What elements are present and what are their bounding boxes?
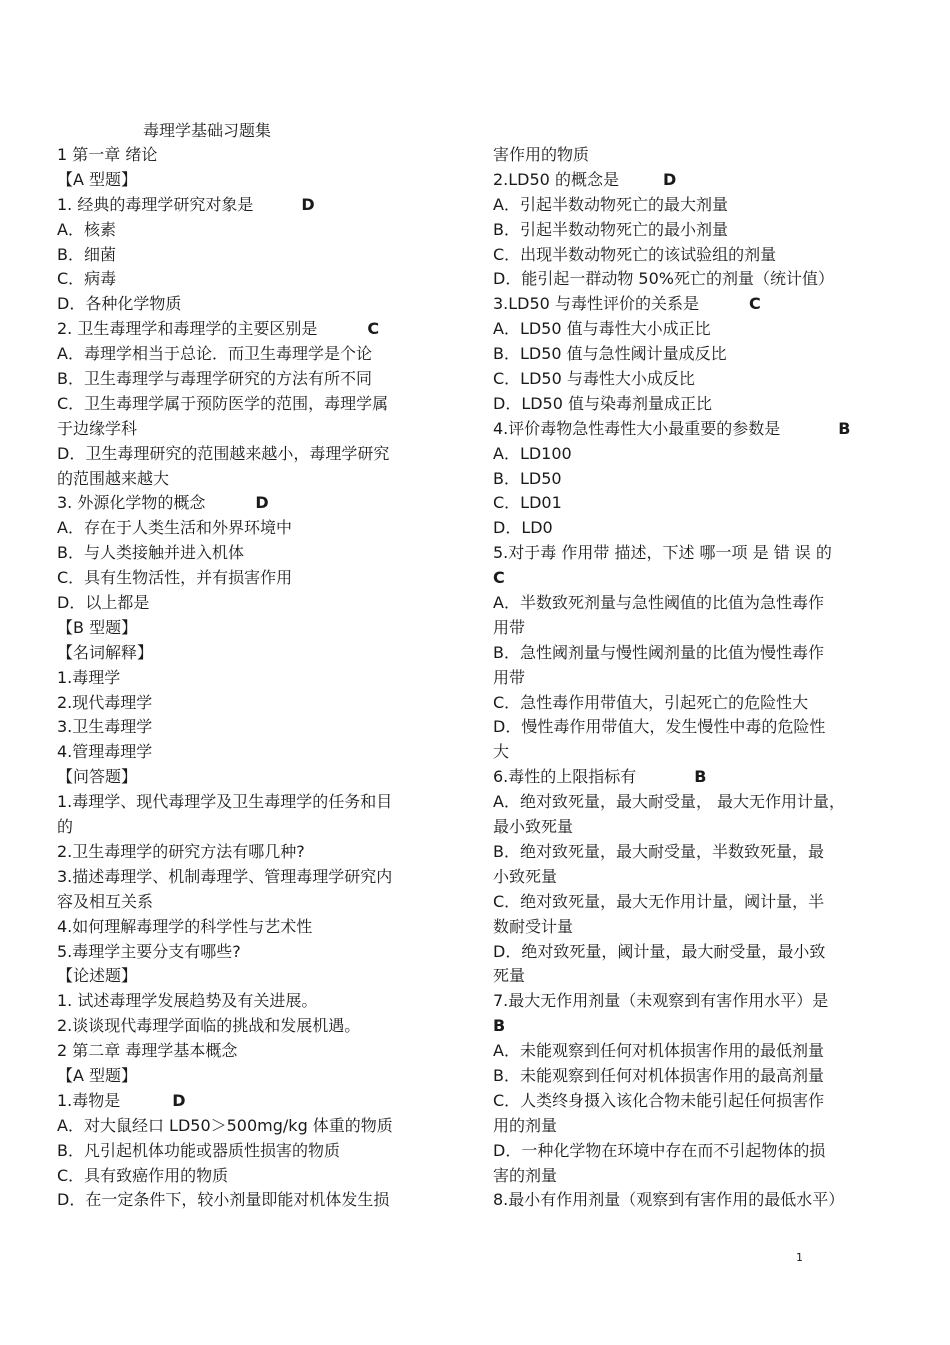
answer-key: C <box>367 319 380 339</box>
line-text: C．LD01 <box>493 493 562 513</box>
answer-key: D <box>301 194 315 214</box>
line-text: B．LD50 值与急性阈计量成反比 <box>493 344 727 364</box>
line-text: B <box>493 1016 506 1036</box>
text-line <box>57 1064 432 1089</box>
line-text: C．出现半数动物死亡的该试验组的剂量 <box>493 244 777 264</box>
line-text: B．急性阈剂量与慢性阈剂量的比值为慢性毒作 <box>493 642 824 662</box>
text-line <box>493 715 891 740</box>
text-line <box>57 840 432 865</box>
line-text: C．人类终身摄入该化合物未能引起任何损害作 <box>493 1090 825 1110</box>
text-line <box>57 765 432 790</box>
text-line <box>493 417 891 442</box>
text-line <box>57 243 432 268</box>
right-column <box>493 143 891 1213</box>
text-line <box>57 890 432 915</box>
line-text: D．一种化学物在环境中存在而不引起物体的损 <box>493 1140 826 1160</box>
text-line <box>57 715 432 740</box>
line-text: 容及相互关系 <box>57 891 154 911</box>
line-text: B．绝对致死量，最大耐受量，半数致死量，最 <box>493 841 824 861</box>
line-text: C．卫生毒理学属于预防医学的范围，毒理学属 <box>57 393 389 413</box>
line-text: B．与人类接触并进入机体 <box>57 543 244 563</box>
line-text: D．LD50 值与染毒剂量成正比 <box>493 393 713 413</box>
text-line <box>57 342 432 367</box>
line-text: 害作用的物质 <box>493 145 590 164</box>
line-text: 小致死量 <box>493 866 558 886</box>
line-text: 2.现代毒理学 <box>57 692 153 712</box>
line-text: 【论述题】 <box>57 966 138 986</box>
text-line <box>493 1164 891 1189</box>
line-text: 【B 型题】 <box>57 617 138 637</box>
text-line <box>57 1139 432 1164</box>
line-text: 大 <box>493 742 510 762</box>
text-line <box>57 616 432 641</box>
line-text: 3.LD50 与毒性评价的关系是 <box>493 294 699 314</box>
line-text: B．卫生毒理学与毒理学研究的方法有所不同 <box>57 369 372 389</box>
line-text: B．细菌 <box>57 244 116 264</box>
text-line <box>493 442 891 467</box>
line-text: A．半数致死剂量与急性阈值的比值为急性毒作 <box>493 593 824 613</box>
line-text: 2.卫生毒理学的研究方法有哪几种? <box>57 841 305 861</box>
text-line <box>57 1089 432 1114</box>
answer-key: D <box>172 1090 186 1110</box>
line-text: A．LD100 <box>493 443 572 463</box>
line-text: 3. 外源化学物的概念 <box>57 493 206 513</box>
text-line <box>493 740 891 765</box>
text-line <box>493 516 891 541</box>
answer-key: C <box>748 294 761 314</box>
answer-key: B <box>694 767 707 787</box>
line-text: D．以上都是 <box>57 593 150 613</box>
line-text: 2. 卫生毒理学和毒理学的主要区别是 <box>57 319 318 339</box>
text-line <box>57 566 432 591</box>
text-line <box>57 1114 432 1139</box>
text-line <box>57 143 432 168</box>
line-text: D．卫生毒理研究的范围越来越小，毒理学研究 <box>57 443 390 463</box>
text-line <box>493 790 891 815</box>
line-text: C．LD50 与毒性大小成反比 <box>493 369 695 389</box>
text-line <box>57 1014 432 1039</box>
text-line <box>493 964 891 989</box>
line-text: A．毒理学相当于总论．而卫生毒理学是个论 <box>57 344 372 364</box>
text-line <box>57 516 432 541</box>
text-line <box>493 641 891 666</box>
line-text: C．急性毒作用带值大，引起死亡的危险性大 <box>493 692 809 712</box>
text-line <box>57 865 432 890</box>
line-text: C <box>493 568 505 588</box>
line-text: 1 第一章 绪论 <box>57 145 158 164</box>
line-text: 1.毒理学 <box>57 667 121 687</box>
line-text: 5.毒理学主要分支有哪些? <box>57 941 241 961</box>
text-line <box>493 865 891 890</box>
line-text: 4.如何理解毒理学的科学性与艺术性 <box>57 916 313 936</box>
line-text: D．能引起一群动物 50%死亡的剂量（统计值） <box>493 269 834 289</box>
text-line <box>493 541 891 566</box>
text-line <box>493 591 891 616</box>
text-line <box>493 890 891 915</box>
line-text: 数耐受计量 <box>493 916 574 936</box>
text-line <box>57 915 432 940</box>
line-text: 2 第二章 毒理学基本概念 <box>57 1041 238 1061</box>
text-line <box>57 1039 432 1064</box>
line-text: 害的剂量 <box>493 1165 558 1185</box>
text-line <box>57 317 432 342</box>
text-line <box>57 1164 432 1189</box>
line-text: D．LD0 <box>493 518 553 538</box>
line-text: 7.最大无作用剂量（未观察到有害作用水平）是 <box>493 991 829 1011</box>
line-text: 用带 <box>493 617 526 637</box>
text-line <box>493 1039 891 1064</box>
text-line <box>493 840 891 865</box>
text-line <box>57 641 432 666</box>
text-line <box>493 1188 891 1213</box>
text-line <box>493 915 891 940</box>
text-line <box>493 691 891 716</box>
line-text: 2.谈谈现代毒理学面临的挑战和发展机遇。 <box>57 1016 361 1036</box>
text-line <box>57 218 432 243</box>
text-line <box>57 666 432 691</box>
text-line <box>57 193 432 218</box>
text-line <box>57 691 432 716</box>
answer-key: B <box>838 418 851 438</box>
page-number: 1 <box>796 1251 803 1264</box>
text-line <box>57 392 432 417</box>
text-line <box>57 467 432 492</box>
line-text: 【名词解释】 <box>57 642 154 662</box>
line-text: 1. 试述毒理学发展趋势及有关进展。 <box>57 991 318 1011</box>
text-line <box>493 1064 891 1089</box>
text-line <box>493 467 891 492</box>
text-line <box>57 417 432 442</box>
line-text: C．绝对致死量，最大无作用计量，阈计量，半 <box>493 891 825 911</box>
text-line <box>57 940 432 965</box>
line-text: B．LD50 <box>493 468 562 488</box>
text-line <box>57 1188 432 1213</box>
text-line <box>57 541 432 566</box>
line-text: D．慢性毒作用带值大，发生慢性中毒的危险性 <box>493 717 826 737</box>
text-line <box>493 168 891 193</box>
line-text: A．核素 <box>57 219 116 239</box>
line-text: A．绝对致死量，最大耐受量， 最大无作用计量， <box>493 792 846 812</box>
text-line <box>493 367 891 392</box>
text-line <box>493 143 891 168</box>
line-text: C．具有致癌作用的物质 <box>57 1165 229 1185</box>
left-column <box>57 143 432 1213</box>
line-text: 1.毒物是 <box>57 1090 121 1110</box>
line-text: 用带 <box>493 667 526 687</box>
line-text: A．对大鼠经口 LD50＞500mg/kg 体重的物质 <box>57 1115 393 1135</box>
text-line <box>493 815 891 840</box>
line-text: 1.毒理学、现代毒理学及卫生毒理学的任务和目 <box>57 792 393 812</box>
answer-key: D <box>662 169 677 189</box>
line-text: 用的剂量 <box>493 1115 558 1135</box>
text-line <box>493 666 891 691</box>
text-line <box>493 292 891 317</box>
line-text: 3.卫生毒理学 <box>57 717 153 737</box>
text-line <box>57 267 432 292</box>
line-text: B．凡引起机体功能或器质性损害的物质 <box>57 1140 340 1160</box>
line-text: D．在一定条件下，较小剂量即能对机体发生损 <box>57 1190 390 1210</box>
line-text: 的范围越来越大 <box>57 468 170 488</box>
text-line <box>57 740 432 765</box>
text-line <box>493 1089 891 1114</box>
text-line <box>493 616 891 641</box>
line-text: 【A 型题】 <box>57 1065 138 1085</box>
line-text: 4.管理毒理学 <box>57 742 153 762</box>
text-line <box>493 392 891 417</box>
text-line <box>493 940 891 965</box>
text-line <box>493 989 891 1014</box>
line-text: A．引起半数动物死亡的最大剂量 <box>493 194 728 214</box>
line-text: A．存在于人类生活和外界环境中 <box>57 518 292 538</box>
line-text: D．绝对致死量，阈计量，最大耐受量，最小致 <box>493 941 826 961</box>
page-title: 毒理学基础习题集 <box>143 121 272 140</box>
line-text: 最小致死量 <box>493 817 574 837</box>
line-text: C．病毒 <box>57 269 117 289</box>
text-line <box>57 442 432 467</box>
text-line <box>493 243 891 268</box>
line-text: B．引起半数动物死亡的最小剂量 <box>493 219 728 239</box>
line-text: 1. 经典的毒理学研究对象是 <box>57 194 254 214</box>
text-line <box>57 989 432 1014</box>
text-line <box>57 964 432 989</box>
line-text: 5.对于毒 作用带 描述，下述 哪一项 是 错 误 的 <box>493 543 832 563</box>
text-line <box>57 591 432 616</box>
line-text: 的 <box>57 817 74 837</box>
line-text: 【问答题】 <box>57 767 138 787</box>
line-text: 8.最小有作用剂量（观察到有害作用的最低水平） <box>493 1190 845 1210</box>
text-line <box>493 342 891 367</box>
text-line <box>493 1139 891 1164</box>
text-line <box>493 267 891 292</box>
line-text: A．未能观察到任何对机体损害作用的最低剂量 <box>493 1041 824 1061</box>
text-line <box>57 292 432 317</box>
line-text: 于边缘学科 <box>57 418 138 438</box>
text-line <box>493 1114 891 1139</box>
text-line <box>493 317 891 342</box>
line-text: 2.LD50 的概念是 <box>493 169 619 189</box>
text-line <box>57 491 432 516</box>
line-text: 【A 型题】 <box>57 169 138 189</box>
line-text: A．LD50 值与毒性大小成正比 <box>493 319 711 339</box>
answer-key: D <box>255 493 269 513</box>
text-line <box>57 367 432 392</box>
text-line <box>493 1014 891 1039</box>
text-line <box>493 193 891 218</box>
line-text: 6.毒性的上限指标有 <box>493 767 637 787</box>
text-line <box>493 218 891 243</box>
text-line <box>493 765 891 790</box>
text-line <box>493 491 891 516</box>
line-text: C．具有生物活性，并有损害作用 <box>57 568 293 588</box>
text-line <box>57 168 432 193</box>
line-text: 4.评价毒物急性毒性大小最重要的参数是 <box>493 418 781 438</box>
line-text: 死量 <box>493 966 526 986</box>
text-line <box>57 815 432 840</box>
text-line <box>57 790 432 815</box>
text-line <box>493 566 891 591</box>
line-text: D．各种化学物质 <box>57 294 182 314</box>
line-text: 3.描述毒理学、机制毒理学、管理毒理学研究内 <box>57 866 393 886</box>
line-text: B．未能观察到任何对机体损害作用的最高剂量 <box>493 1065 824 1085</box>
